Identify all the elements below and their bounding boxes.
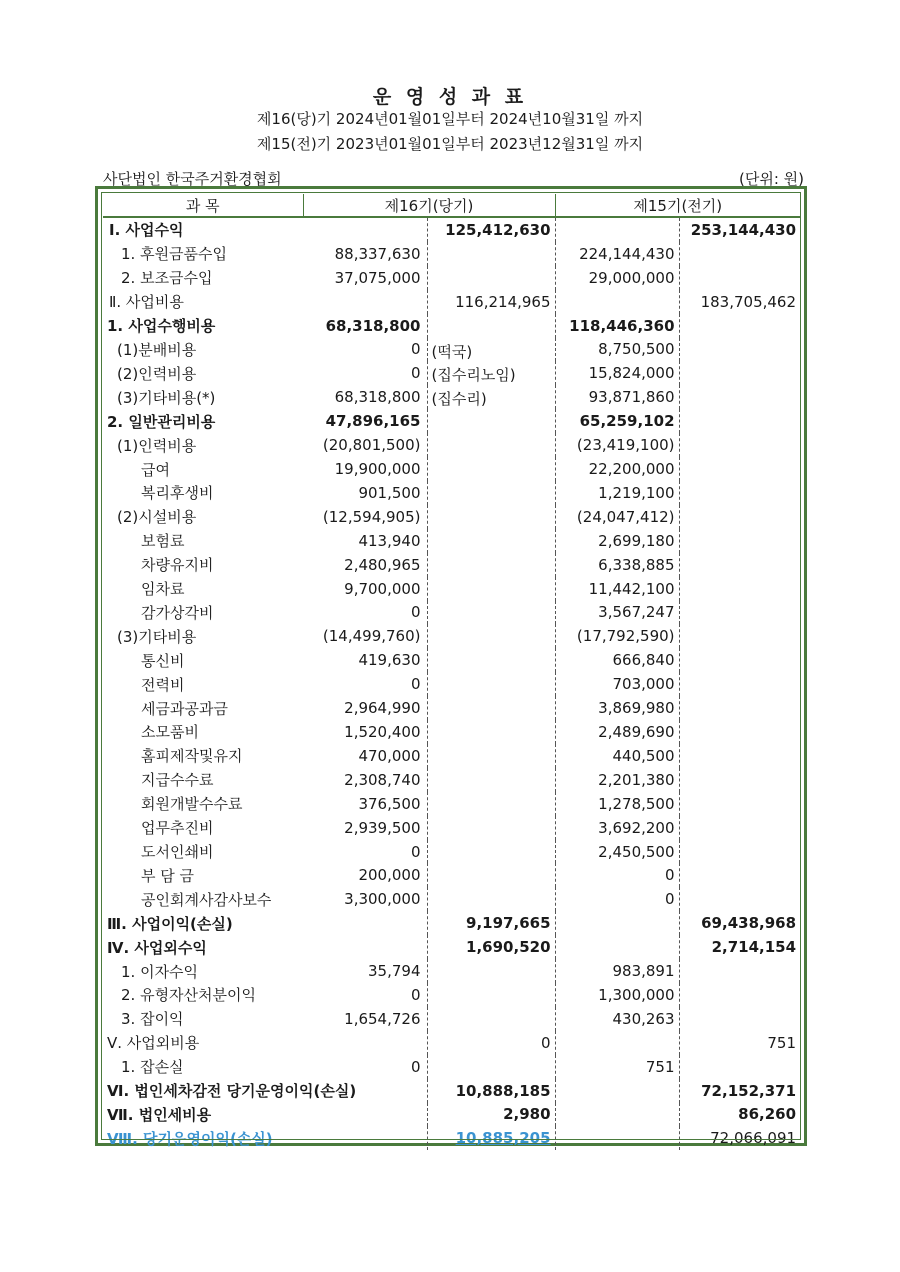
row-account-name: 보험료 bbox=[141, 532, 185, 551]
row-account-name: (2)인력비용 bbox=[117, 364, 197, 383]
row-previous-total-amount bbox=[679, 672, 800, 696]
row-current-detail-amount bbox=[303, 217, 427, 242]
row-account-name: 1. 이자수익 bbox=[121, 962, 199, 981]
table-row bbox=[103, 385, 800, 409]
row-current-detail-amount: 68,318,800 bbox=[303, 385, 427, 409]
row-current-total-amount bbox=[427, 338, 555, 362]
table-row bbox=[103, 935, 800, 959]
table-row bbox=[103, 624, 800, 648]
row-previous-detail-amount: 430,263 bbox=[555, 1007, 679, 1031]
row-previous-total-amount bbox=[679, 959, 800, 983]
row-current-detail-amount: 68,318,800 bbox=[303, 314, 427, 338]
row-account-name: 2. 유형자산처분이익 bbox=[121, 986, 257, 1005]
row-current-total-amount bbox=[427, 601, 555, 625]
row-account-name: 공인회계사감사보수 bbox=[141, 890, 272, 909]
row-current-detail-amount bbox=[303, 1126, 427, 1150]
row-current-total-amount bbox=[427, 672, 555, 696]
row-current-detail-amount: (20,801,500) bbox=[303, 433, 427, 457]
row-current-detail-amount: 47,896,165 bbox=[303, 409, 427, 433]
row-current-detail-amount bbox=[303, 911, 427, 935]
row-current-total-amount bbox=[427, 935, 555, 959]
row-current-total-amount bbox=[427, 433, 555, 457]
row-account-name: Ⅱ. 사업비용 bbox=[109, 293, 184, 312]
statement-table-frame bbox=[95, 186, 807, 1146]
row-current-detail-amount bbox=[303, 290, 427, 314]
row-previous-detail-amount bbox=[555, 1079, 679, 1103]
table-row bbox=[103, 338, 800, 362]
table-row bbox=[103, 792, 800, 816]
row-current-total-amount bbox=[427, 409, 555, 433]
row-account-name: (1)인력비용 bbox=[117, 436, 197, 455]
row-account-name: 홈피제작및유지 bbox=[141, 747, 243, 766]
row-previous-total-amount bbox=[679, 840, 800, 864]
row-previous-detail-amount: 29,000,000 bbox=[555, 266, 679, 290]
row-current-total-amount bbox=[427, 361, 555, 385]
row-current-total-amount bbox=[427, 217, 555, 242]
row-account-name: Ⅲ. 사업이익(손실) bbox=[107, 914, 233, 933]
row-previous-total-amount bbox=[679, 481, 800, 505]
row-current-detail-amount bbox=[303, 935, 427, 959]
table-row bbox=[103, 648, 800, 672]
row-previous-total-amount bbox=[679, 242, 800, 266]
row-current-total-amount bbox=[427, 887, 555, 911]
table-row bbox=[103, 505, 800, 529]
table-row bbox=[103, 816, 800, 840]
row-previous-detail-amount: (24,047,412) bbox=[555, 505, 679, 529]
unit-label: (단위: 원) bbox=[739, 170, 804, 188]
row-current-detail-amount: 0 bbox=[303, 672, 427, 696]
row-account-name: 3. 잡이익 bbox=[121, 1010, 184, 1029]
row-current-detail-amount: 1,654,726 bbox=[303, 1007, 427, 1031]
table-row bbox=[103, 1055, 800, 1079]
table-row bbox=[103, 887, 800, 911]
row-account-name: Ⅳ. 사업외수익 bbox=[107, 938, 207, 957]
row-previous-total-amount bbox=[679, 577, 800, 601]
table-row bbox=[103, 1031, 800, 1055]
row-previous-detail-amount: 666,840 bbox=[555, 648, 679, 672]
row-current-detail-amount: 2,480,965 bbox=[303, 553, 427, 577]
row-account-name: 전력비 bbox=[141, 675, 185, 694]
table-row bbox=[103, 577, 800, 601]
row-current-detail-amount: 35,794 bbox=[303, 959, 427, 983]
row-previous-detail-amount: 2,450,500 bbox=[555, 840, 679, 864]
table-row bbox=[103, 959, 800, 983]
row-account-name: (3)기타비용(*) bbox=[117, 388, 216, 407]
row-note: (집수리) bbox=[431, 390, 487, 409]
row-previous-detail-amount: 93,871,860 bbox=[555, 385, 679, 409]
row-current-detail-amount: 901,500 bbox=[303, 481, 427, 505]
row-previous-detail-amount: 2,201,380 bbox=[555, 768, 679, 792]
row-previous-total-amount bbox=[679, 457, 800, 481]
row-current-total-amount bbox=[427, 1031, 555, 1055]
row-current-total-amount bbox=[427, 1103, 555, 1127]
row-current-detail-amount: 0 bbox=[303, 361, 427, 385]
table-row bbox=[103, 1103, 800, 1127]
row-account-name: 2. 일반관리비용 bbox=[107, 412, 216, 431]
row-previous-detail-amount: 8,750,500 bbox=[555, 338, 679, 362]
row-current-total-amount bbox=[427, 720, 555, 744]
row-current-detail-amount: 3,300,000 bbox=[303, 887, 427, 911]
row-previous-total-amount bbox=[679, 338, 800, 362]
table-row bbox=[103, 217, 800, 242]
row-current-total-amount bbox=[427, 457, 555, 481]
row-account-name: 부 담 금 bbox=[141, 866, 195, 885]
row-current-detail-amount: 2,964,990 bbox=[303, 696, 427, 720]
row-previous-detail-amount bbox=[555, 290, 679, 314]
table-row bbox=[103, 601, 800, 625]
row-account-name: 1. 사업수행비용 bbox=[107, 317, 216, 336]
organization-name: 사단법인 한국주거환경협회 bbox=[103, 170, 282, 188]
row-current-detail-amount: 0 bbox=[303, 601, 427, 625]
row-current-detail-amount: 470,000 bbox=[303, 744, 427, 768]
row-previous-detail-amount: 0 bbox=[555, 887, 679, 911]
row-previous-total-amount bbox=[679, 601, 800, 625]
table-row bbox=[103, 290, 800, 314]
row-current-total-amount bbox=[427, 648, 555, 672]
row-previous-total-amount bbox=[679, 816, 800, 840]
table-row bbox=[103, 314, 800, 338]
table-row bbox=[103, 1126, 800, 1150]
row-previous-detail-amount: 22,200,000 bbox=[555, 457, 679, 481]
table-row bbox=[103, 457, 800, 481]
row-current-total-amount bbox=[427, 696, 555, 720]
row-previous-detail-amount: 2,699,180 bbox=[555, 529, 679, 553]
row-previous-total-amount bbox=[679, 983, 800, 1007]
operating-results-table bbox=[103, 194, 800, 1150]
row-previous-detail-amount: 3,567,247 bbox=[555, 601, 679, 625]
row-previous-total-amount bbox=[679, 744, 800, 768]
row-current-total-amount bbox=[427, 983, 555, 1007]
row-previous-total-amount: 86,260 bbox=[738, 1105, 797, 1124]
row-current-total-amount bbox=[427, 553, 555, 577]
row-previous-detail-amount: 1,219,100 bbox=[555, 481, 679, 505]
row-account-name: 세금과공과금 bbox=[141, 699, 228, 718]
table-header-row bbox=[103, 194, 800, 217]
row-previous-total-amount: 2,714,154 bbox=[711, 938, 797, 957]
row-account-name: 차량유지비 bbox=[141, 556, 214, 575]
row-previous-total-amount bbox=[679, 720, 800, 744]
row-previous-detail-amount bbox=[555, 1126, 679, 1150]
row-account-name: 소모품비 bbox=[141, 723, 199, 742]
row-current-total-amount bbox=[427, 529, 555, 553]
row-account-name: Ⅴ. 사업외비용 bbox=[107, 1034, 200, 1053]
row-current-total-amount bbox=[427, 266, 555, 290]
row-account-name: Ⅵ. 법인세차감전 당기운영이익(손실) bbox=[107, 1082, 357, 1101]
row-current-detail-amount: 37,075,000 bbox=[303, 266, 427, 290]
row-current-total-value: 9,197,665 bbox=[466, 914, 551, 933]
row-account-name: 감가상각비 bbox=[141, 603, 214, 622]
row-account-name: 급여 bbox=[141, 460, 170, 479]
row-previous-total-amount bbox=[679, 792, 800, 816]
row-current-total-amount bbox=[427, 863, 555, 887]
row-current-total-amount bbox=[427, 314, 555, 338]
row-current-detail-amount: 0 bbox=[303, 983, 427, 1007]
row-previous-total-amount bbox=[679, 1055, 800, 1079]
row-previous-total-amount bbox=[679, 696, 800, 720]
row-account-name: 업무추진비 bbox=[141, 819, 214, 838]
row-current-detail-amount: 413,940 bbox=[303, 529, 427, 553]
table-row bbox=[103, 696, 800, 720]
row-account-name: (1)분배비용 bbox=[117, 340, 197, 359]
row-previous-detail-amount bbox=[555, 217, 679, 242]
row-current-total-amount bbox=[427, 624, 555, 648]
row-previous-total-amount bbox=[679, 624, 800, 648]
row-previous-detail-amount: 0 bbox=[555, 863, 679, 887]
row-previous-detail-amount: 703,000 bbox=[555, 672, 679, 696]
row-current-total-value: 2,980 bbox=[503, 1105, 551, 1124]
row-previous-detail-amount: 65,259,102 bbox=[555, 409, 679, 433]
table-row bbox=[103, 361, 800, 385]
row-note: (집수리노임) bbox=[431, 366, 516, 385]
row-previous-detail-amount: 983,891 bbox=[555, 959, 679, 983]
row-current-detail-amount: 419,630 bbox=[303, 648, 427, 672]
row-current-detail-amount: 2,939,500 bbox=[303, 816, 427, 840]
row-previous-total-amount: 72,152,371 bbox=[701, 1081, 797, 1100]
row-previous-total-amount bbox=[679, 887, 800, 911]
row-current-total-amount bbox=[427, 1079, 555, 1103]
row-current-total-value: 0 bbox=[540, 1033, 551, 1052]
row-previous-total-amount bbox=[679, 1007, 800, 1031]
row-account-name: Ⅰ. 사업수익 bbox=[109, 221, 184, 240]
row-previous-total-amount bbox=[679, 314, 800, 338]
row-previous-detail-amount: 11,442,100 bbox=[555, 577, 679, 601]
row-previous-detail-amount: (17,792,590) bbox=[555, 624, 679, 648]
row-current-total-amount bbox=[427, 577, 555, 601]
table-row bbox=[103, 744, 800, 768]
row-previous-detail-amount: 3,692,200 bbox=[555, 816, 679, 840]
column-header-previous: 제15기(전기) bbox=[555, 194, 800, 217]
row-previous-detail-amount: 118,446,360 bbox=[555, 314, 679, 338]
row-current-detail-amount: 200,000 bbox=[303, 863, 427, 887]
row-account-name: 통신비 bbox=[141, 651, 185, 670]
row-account-name: Ⅶ. 법인세비용 bbox=[107, 1105, 212, 1124]
row-account-name: 2. 보조금수입 bbox=[121, 269, 213, 288]
row-current-total-amount bbox=[427, 242, 555, 266]
table-row bbox=[103, 266, 800, 290]
row-current-total-amount bbox=[427, 792, 555, 816]
row-note: (떡국) bbox=[431, 342, 473, 361]
row-current-detail-amount: 0 bbox=[303, 840, 427, 864]
row-previous-detail-amount: 6,338,885 bbox=[555, 553, 679, 577]
row-current-total-value: 116,214,965 bbox=[455, 292, 551, 311]
row-current-detail-amount: 0 bbox=[303, 1055, 427, 1079]
row-current-detail-amount: (12,594,905) bbox=[303, 505, 427, 529]
row-current-total-amount bbox=[427, 290, 555, 314]
row-account-name: 복리후생비 bbox=[141, 484, 214, 503]
row-previous-total-amount: 69,438,968 bbox=[701, 914, 797, 933]
row-current-total-amount bbox=[427, 816, 555, 840]
row-current-total-amount bbox=[427, 911, 555, 935]
table-row bbox=[103, 481, 800, 505]
table-row bbox=[103, 1007, 800, 1031]
row-current-detail-amount: 88,337,630 bbox=[303, 242, 427, 266]
row-current-total-amount bbox=[427, 385, 555, 409]
row-current-total-value: 10,885,205 bbox=[455, 1129, 551, 1148]
table-row bbox=[103, 242, 800, 266]
row-previous-detail-amount: 440,500 bbox=[555, 744, 679, 768]
row-current-total-amount bbox=[427, 959, 555, 983]
table-row bbox=[103, 1079, 800, 1103]
row-current-total-value: 10,888,185 bbox=[455, 1081, 551, 1100]
row-account-name: 임차료 bbox=[141, 580, 185, 599]
row-current-detail-amount: 1,520,400 bbox=[303, 720, 427, 744]
row-account-name: Ⅷ. 당기운영이익(손실) bbox=[107, 1129, 273, 1148]
row-previous-total-amount bbox=[679, 505, 800, 529]
row-current-detail-amount: 0 bbox=[303, 338, 427, 362]
row-previous-total-amount bbox=[679, 409, 800, 433]
row-previous-total-amount: 253,144,430 bbox=[690, 220, 797, 239]
column-header-current: 제16기(당기) bbox=[303, 194, 555, 217]
table-row bbox=[103, 840, 800, 864]
row-current-detail-amount: 376,500 bbox=[303, 792, 427, 816]
row-previous-detail-amount: 1,278,500 bbox=[555, 792, 679, 816]
row-previous-detail-amount: 224,144,430 bbox=[555, 242, 679, 266]
row-previous-total-amount: 183,705,462 bbox=[700, 292, 797, 311]
row-previous-total-amount bbox=[679, 266, 800, 290]
row-current-total-amount bbox=[427, 840, 555, 864]
table-row bbox=[103, 553, 800, 577]
period-current: 제16(당)기 2024년01월01일부터 2024년10월31일 까지 bbox=[256, 110, 644, 128]
row-current-total-amount bbox=[427, 1007, 555, 1031]
row-current-detail-amount: (14,499,760) bbox=[303, 624, 427, 648]
row-account-name: (3)기타비용 bbox=[117, 627, 197, 646]
table-row bbox=[103, 409, 800, 433]
row-current-detail-amount: 19,900,000 bbox=[303, 457, 427, 481]
row-account-name: (2)시설비용 bbox=[117, 508, 197, 527]
table-row bbox=[103, 863, 800, 887]
table-row bbox=[103, 768, 800, 792]
row-previous-total-amount bbox=[679, 648, 800, 672]
period-previous: 제15(전)기 2023년01월01일부터 2023년12월31일 까지 bbox=[256, 135, 644, 153]
row-current-total-value: 125,412,630 bbox=[445, 220, 551, 239]
row-current-total-amount bbox=[427, 744, 555, 768]
column-header-account: 과 목 bbox=[103, 194, 303, 217]
row-current-total-amount bbox=[427, 1055, 555, 1079]
row-previous-detail-amount: 2,489,690 bbox=[555, 720, 679, 744]
row-account-name: 1. 후원금품수입 bbox=[121, 245, 228, 264]
row-previous-total-amount: 72,066,091 bbox=[710, 1129, 797, 1148]
row-previous-detail-amount: (23,419,100) bbox=[555, 433, 679, 457]
row-previous-total-amount bbox=[679, 553, 800, 577]
row-previous-detail-amount bbox=[555, 935, 679, 959]
row-current-total-amount bbox=[427, 481, 555, 505]
row-current-detail-amount: 2,308,740 bbox=[303, 768, 427, 792]
row-previous-detail-amount bbox=[555, 911, 679, 935]
row-previous-detail-amount: 15,824,000 bbox=[555, 361, 679, 385]
row-previous-total-amount bbox=[679, 361, 800, 385]
row-current-total-amount bbox=[427, 1126, 555, 1150]
row-account-name: 회원개발수수료 bbox=[141, 795, 243, 814]
row-previous-total-amount: 751 bbox=[767, 1033, 797, 1052]
table-row bbox=[103, 529, 800, 553]
row-previous-total-amount bbox=[679, 529, 800, 553]
row-previous-total-amount bbox=[679, 385, 800, 409]
row-account-name: 지급수수료 bbox=[141, 771, 214, 790]
row-account-name: 1. 잡손실 bbox=[121, 1058, 184, 1077]
table-row bbox=[103, 433, 800, 457]
row-previous-detail-amount: 751 bbox=[555, 1055, 679, 1079]
row-previous-detail-amount: 1,300,000 bbox=[555, 983, 679, 1007]
row-current-total-amount bbox=[427, 768, 555, 792]
row-current-detail-amount bbox=[303, 1103, 427, 1127]
row-current-total-value: 1,690,520 bbox=[466, 938, 551, 957]
table-row bbox=[103, 911, 800, 935]
table-row bbox=[103, 983, 800, 1007]
row-previous-detail-amount bbox=[555, 1103, 679, 1127]
table-row bbox=[103, 720, 800, 744]
row-previous-detail-amount bbox=[555, 1031, 679, 1055]
table-row bbox=[103, 672, 800, 696]
row-current-detail-amount: 9,700,000 bbox=[303, 577, 427, 601]
row-previous-total-amount bbox=[679, 768, 800, 792]
page-title: 운 영 성 과 표 bbox=[372, 86, 528, 108]
row-previous-total-amount bbox=[679, 433, 800, 457]
table-body bbox=[103, 217, 800, 1150]
row-current-detail-amount bbox=[303, 1031, 427, 1055]
row-account-name: 도서인쇄비 bbox=[141, 843, 214, 862]
row-previous-total-amount bbox=[679, 863, 800, 887]
row-current-total-amount bbox=[427, 505, 555, 529]
row-previous-detail-amount: 3,869,980 bbox=[555, 696, 679, 720]
